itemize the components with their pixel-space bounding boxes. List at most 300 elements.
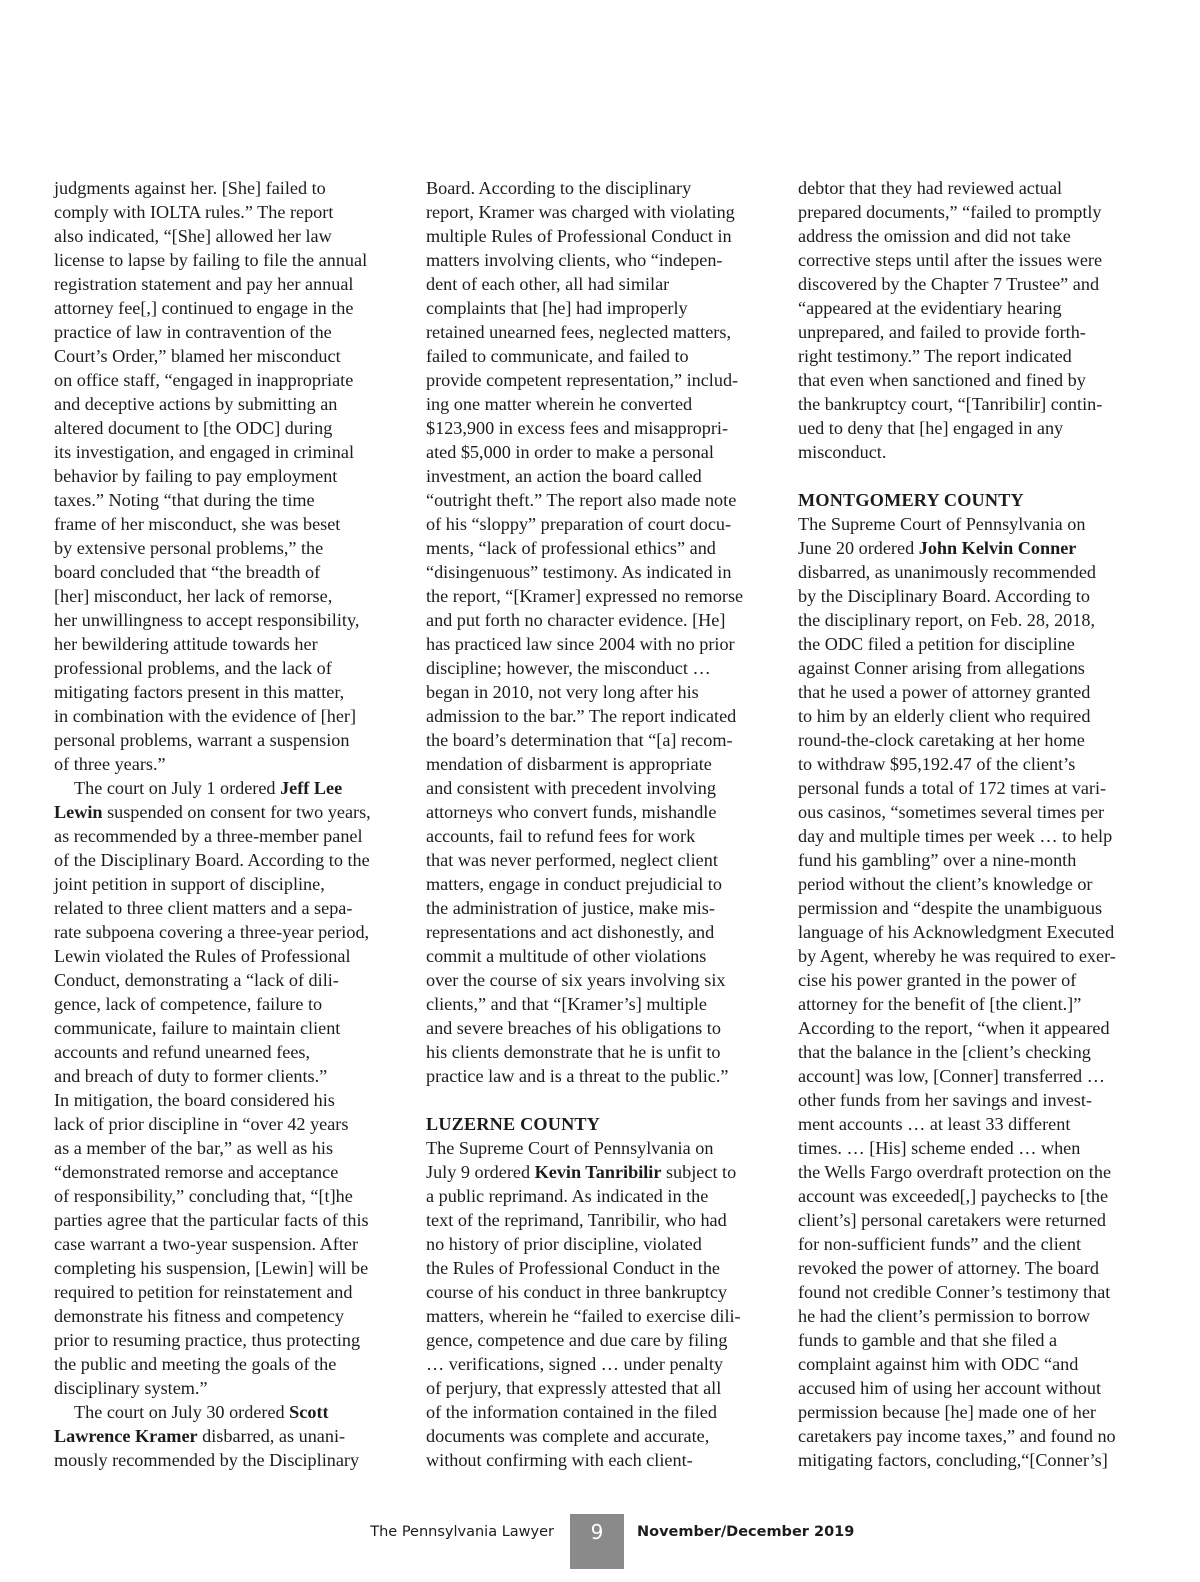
text-line [54,800,390,824]
text-run: day and multiple times per week … to help [798,826,1113,846]
text-line [54,1448,390,1472]
text-line [54,1112,390,1136]
text-run: accounts and refund unearned fees, [54,1042,311,1062]
text-run: cise his power granted in the power of [798,970,1077,990]
text-line [798,344,1136,368]
text-run: of the information contained in the filed [426,1402,717,1422]
text-line [54,272,390,296]
article-column-2 [426,176,764,1472]
text-line [54,1208,390,1232]
text-line [54,1376,390,1400]
text-line [54,920,390,944]
text-run: and consistent with precedent involving [426,778,716,798]
page-footer [0,1514,1200,1569]
text-line [798,368,1136,392]
text-run: The Supreme Court of Pennsylvania on [798,514,1086,534]
text-line [54,824,390,848]
text-line [798,1208,1136,1232]
text-line [426,608,764,632]
text-line [798,800,1136,824]
text-line [426,392,764,416]
text-line [798,752,1136,776]
text-run: ment accounts … at least 33 different [798,1114,1071,1134]
text-line [54,488,390,512]
text-run: The court on July 30 ordered [74,1402,290,1422]
text-run: matters involving clients, who “indepen- [426,250,723,270]
text-line [798,1328,1136,1352]
text-line [426,1016,764,1040]
text-line [54,1160,390,1184]
text-run: admission to the bar.” The report indicated [426,706,737,726]
text-line [798,1352,1136,1376]
text-line [798,560,1136,584]
text-line [426,728,764,752]
text-line [54,296,390,320]
text-line [426,1376,764,1400]
text-run: by Agent, whereby he was required to exer- [798,946,1116,966]
text-line [54,1280,390,1304]
text-run: rate subpoena covering a three-year period, [54,922,370,942]
text-run: on office staff, “engaged in inappropriate [54,370,354,390]
text-line [54,248,390,272]
text-run: fund his gambling” over a nine-month [798,850,1077,870]
text-run: completing his suspension, [Lewin] will be [54,1258,369,1278]
text-line [426,1280,764,1304]
text-run: matters, wherein he “failed to exercise dili- [426,1306,741,1326]
text-line [54,464,390,488]
text-run: mously recommended by the Disciplinary [54,1450,360,1470]
text-line [426,200,764,224]
text-run: by extensive personal problems,” the [54,538,324,558]
text-line [798,296,1136,320]
text-line [426,1160,764,1184]
text-run: report, Kramer was charged with violating [426,202,735,222]
text-line [54,1256,390,1280]
text-run: ments, “lack of professional ethics” and [426,538,716,558]
text-run: permission and “despite the unambiguous [798,898,1103,918]
text-run: According to the report, “when it appeared [798,1018,1110,1038]
article-column-1 [54,176,390,1472]
text-run: that was never performed, neglect client [426,850,718,870]
text-line [798,320,1136,344]
text-line [426,488,764,512]
text-run: personal funds a total of 172 times at vari- [798,778,1107,798]
bold-name: Lawrence Kramer [54,1426,198,1446]
text-line [54,1424,390,1448]
text-line [426,1136,764,1160]
text-line [798,1256,1136,1280]
text-run: revoked the power of attorney. The board [798,1258,1099,1278]
text-run: permission because [he] made one of her [798,1402,1096,1422]
text-run: gence, lack of competence, failure to [54,994,323,1014]
text-run: complaints that [he] had improperly [426,298,688,318]
text-run: July 9 ordered [426,1162,535,1182]
text-run: as recommended by a three-member panel [54,826,363,846]
text-line [798,992,1136,1016]
text-line [54,368,390,392]
text-run: disbarred, as unanimously recommended [798,562,1096,582]
text-line [426,416,764,440]
text-run: frame of her misconduct, she was beset [54,514,341,534]
text-run: account] was low, [Conner] transferred … [798,1066,1105,1086]
text-run: subject to [661,1162,737,1182]
text-run: suspended on consent for two years, [102,802,371,822]
text-run: documents was complete and accurate, [426,1426,710,1446]
text-line [54,200,390,224]
text-run: times. … [His] scheme ended … when [798,1138,1081,1158]
text-run: no history of prior discipline, violated [426,1234,702,1254]
text-run: Conduct, demonstrating a “lack of dili- [54,970,339,990]
text-run: joint petition in support of discipline, [54,874,325,894]
text-run: caretakers pay income taxes,” and found no [798,1426,1116,1446]
text-run: the administration of justice, make mis- [426,898,715,918]
text-line [54,1328,390,1352]
text-run: debtor that they had reviewed actual [798,178,1063,198]
text-run: demonstrate his fitness and competency [54,1306,344,1326]
text-line [54,896,390,920]
text-line [54,392,390,416]
text-run: mendation of disbarment is appropriate [426,754,712,774]
text-line [54,344,390,368]
text-run: her unwillingness to accept responsibility, [54,610,360,630]
text-run: … verifications, signed … under penalty [426,1354,723,1374]
text-run: matters, engage in conduct prejudicial to [426,874,722,894]
text-line [798,1040,1136,1064]
text-run: communicate, failure to maintain client [54,1018,341,1038]
bold-name: Jeff Lee [280,778,343,798]
text-run: accounts, fail to refund fees for work [426,826,696,846]
text-line [54,608,390,632]
text-line [54,560,390,584]
text-line [426,1040,764,1064]
text-line [54,728,390,752]
text-run: The Supreme Court of Pennsylvania on [426,1138,714,1158]
text-line [798,1400,1136,1424]
text-run: to withdraw $95,192.47 of the client’s [798,754,1076,774]
text-run: practice law and is a threat to the public.” [426,1066,729,1086]
text-line [54,1232,390,1256]
text-line [798,944,1136,968]
text-line [426,1256,764,1280]
text-line [798,632,1136,656]
text-line [426,896,764,920]
text-run: “appeared at the evidentiary hearing [798,298,1062,318]
text-run: failed to communicate, and failed to [426,346,689,366]
text-line [798,1064,1136,1088]
text-line [426,536,764,560]
text-run: ued to deny that [he] engaged in any [798,418,1064,438]
text-run: over the course of six years involving six [426,970,726,990]
text-line [798,1304,1136,1328]
text-line [426,992,764,1016]
text-run: related to three client matters and a sepa- [54,898,353,918]
text-line [54,1088,390,1112]
text-run: corrective steps until after the issues were [798,250,1103,270]
text-line [798,1232,1136,1256]
text-line [798,176,1136,200]
text-line [426,968,764,992]
text-run: ing one matter wherein he converted [426,394,693,414]
text-line [426,704,764,728]
bold-name: John Kelvin Conner [918,538,1077,558]
text-line [798,1184,1136,1208]
text-run: ated $5,000 in order to make a personal [426,442,714,462]
text-run: license to lapse by failing to file the annual [54,250,368,270]
text-line [798,1088,1136,1112]
text-run: discovered by the Chapter 7 Trustee” and [798,274,1100,294]
issue-date: November/December 2019 [637,1524,855,1540]
bold-name: Scott [289,1402,329,1422]
text-run: her bewildering attitude towards her [54,634,318,654]
text-line [798,968,1136,992]
text-line [798,224,1136,248]
text-run: the Wells Fargo overdraft protection on the [798,1162,1112,1182]
text-run: registration statement and pay her annual [54,274,354,294]
text-run: and deceptive actions by submitting an [54,394,338,414]
text-line [426,632,764,656]
text-line [54,944,390,968]
text-line [426,296,764,320]
text-run: the Rules of Professional Conduct in the [426,1258,720,1278]
paragraph-spacer [798,464,1136,488]
text-run: misconduct. [798,442,887,462]
publication-title: The Pennsylvania Lawyer [370,1524,554,1540]
text-line [798,872,1136,896]
text-line [426,464,764,488]
text-line [798,272,1136,296]
text-run: parties agree that the particular facts of this [54,1210,369,1230]
text-run: mitigating factors present in this matter, [54,682,345,702]
text-line [54,440,390,464]
text-line [426,1448,764,1472]
text-line [798,584,1136,608]
text-run: and breach of duty to former clients.” [54,1066,328,1086]
bold-name: Kevin Tanribilir [534,1162,662,1182]
text-run: the public and meeting the goals of the [54,1354,337,1374]
text-run: without confirming with each client- [426,1450,693,1470]
text-run: course of his conduct in three bankruptcy [426,1282,728,1302]
text-line [54,680,390,704]
text-run: “disingenuous” testimony. As indicated in [426,562,732,582]
text-run: attorney fee[,] continued to engage in the [54,298,354,318]
text-line [426,1328,764,1352]
text-line [54,1040,390,1064]
text-run: personal problems, warrant a suspension [54,730,350,750]
text-line [54,968,390,992]
text-line [798,1160,1136,1184]
text-run: account was exceeded[,] paychecks to [the [798,1186,1109,1206]
text-line [426,584,764,608]
text-run: commit a multitude of other violations [426,946,707,966]
text-run: practice of law in contravention of the [54,322,332,342]
text-run: lack of prior discipline in “over 42 years [54,1114,349,1134]
text-line [798,848,1136,872]
text-run: period without the client’s knowledge or [798,874,1093,894]
text-run: unprepared, and failed to provide forth- [798,322,1086,342]
text-line [54,320,390,344]
text-run: its investigation, and engaged in criminal [54,442,355,462]
text-run: language of his Acknowledgment Executed [798,922,1115,942]
text-line [54,1400,390,1424]
text-line [426,824,764,848]
text-run: in combination with the evidence of [her] [54,706,357,726]
text-run: Court’s Order,” blamed her misconduct [54,346,341,366]
text-run: that he used a power of attorney granted [798,682,1091,702]
text-run: that the balance in the [client’s checking [798,1042,1091,1062]
text-line [426,800,764,824]
text-line [798,1136,1136,1160]
article-column-3 [798,176,1136,1472]
text-run: for non-sufficient funds” and the client [798,1234,1081,1254]
text-line [426,512,764,536]
text-line [54,224,390,248]
text-run: judgments against her. [She] failed to [54,178,326,198]
text-line [426,872,764,896]
text-run: mitigating factors, concluding,“[Conner’s] [798,1450,1108,1470]
bold-name: Lewin [54,802,103,822]
text-line [54,848,390,872]
paragraph-spacer [426,1088,764,1112]
text-line [426,776,764,800]
text-line [54,536,390,560]
text-line [426,1232,764,1256]
text-run: the disciplinary report, on Feb. 28, 2018, [798,610,1096,630]
text-run: board concluded that “the breadth of [54,562,321,582]
text-line [426,920,764,944]
text-line [426,344,764,368]
text-line [426,680,764,704]
text-line [426,272,764,296]
text-run: required to petition for reinstatement and [54,1282,353,1302]
text-line [426,1424,764,1448]
text-run: of three years.” [54,754,166,774]
text-line [798,680,1136,704]
text-line [426,1208,764,1232]
text-line [426,1184,764,1208]
text-line [54,1016,390,1040]
text-line [54,704,390,728]
text-line [54,1304,390,1328]
text-line [798,512,1136,536]
text-run: ous casinos, “sometimes several times per [798,802,1105,822]
text-run: “demonstrated remorse and acceptance [54,1162,339,1182]
text-line [798,656,1136,680]
text-run: attorneys who convert funds, mishandle [426,802,717,822]
text-run: the board’s determination that “[a] recom- [426,730,733,750]
text-run: [her] misconduct, her lack of remorse, [54,586,333,606]
text-run: funds to gamble and that she filed a [798,1330,1058,1350]
text-line [54,1184,390,1208]
text-line [798,1280,1136,1304]
text-run: altered document to [the ODC] during [54,418,333,438]
text-run: June 20 ordered [798,538,919,558]
text-run: prior to resuming practice, thus protecting [54,1330,361,1350]
text-run: multiple Rules of Professional Conduct in [426,226,732,246]
text-run: began in 2010, not very long after his [426,682,699,702]
text-run: of responsibility,” concluding that, “[t]he [54,1186,353,1206]
text-run: the ODC filed a petition for discipline [798,634,1075,654]
text-line [54,1064,390,1088]
text-line [54,512,390,536]
text-run: text of the reprimand, Tanribilir, who had [426,1210,727,1230]
text-line [54,1136,390,1160]
text-run: the report, “[Kramer] expressed no remorse [426,586,744,606]
text-run: comply with IOLTA rules.” The report [54,202,334,222]
text-run: case warrant a two-year suspension. After [54,1234,359,1254]
text-line [54,992,390,1016]
section-heading: MONTGOMERY COUNTY [798,490,1024,510]
text-run: provide competent representation,” includ- [426,370,739,390]
text-line [798,200,1136,224]
text-run: right testimony.” The report indicated [798,346,1072,366]
text-run: to him by an elderly client who required [798,706,1091,726]
text-line [54,656,390,680]
text-line [54,584,390,608]
text-run: clients,” and that “[Kramer’s] multiple [426,994,707,1014]
text-run: address the omission and did not take [798,226,1071,246]
text-line [798,608,1136,632]
text-run: dent of each other, all had similar [426,274,670,294]
text-line [54,776,390,800]
text-run: his clients demonstrate that he is unfit to [426,1042,721,1062]
text-line [54,416,390,440]
text-line [798,1376,1136,1400]
text-run: found not credible Conner’s testimony that [798,1282,1111,1302]
text-line [798,896,1136,920]
text-line [54,1352,390,1376]
text-line [798,248,1136,272]
text-line [426,224,764,248]
text-line [798,1448,1136,1472]
text-line [798,1016,1136,1040]
text-line [426,560,764,584]
text-line [426,320,764,344]
text-run: investment, an action the board called [426,466,702,486]
text-run: has practiced law since 2004 with no prior [426,634,735,654]
text-run: “outright theft.” The report also made note [426,490,737,510]
text-line [54,176,390,200]
text-run: complaint against him with ODC “and [798,1354,1079,1374]
text-run: of perjury, that expressly attested that all [426,1378,722,1398]
text-run: behavior by failing to pay employment [54,466,338,486]
text-line [426,1304,764,1328]
text-line [798,440,1136,464]
text-line [426,944,764,968]
text-run: $123,900 in excess fees and misappropri- [426,418,729,438]
text-run: representations and act dishonestly, and [426,922,715,942]
text-line [426,656,764,680]
text-line [54,872,390,896]
text-line [798,392,1136,416]
text-run: Board. According to the disciplinary [426,178,692,198]
text-line [426,752,764,776]
text-run: accused him of using her account without [798,1378,1102,1398]
text-run: he had the client’s permission to borrow [798,1306,1090,1326]
text-run: and severe breaches of his obligations to [426,1018,721,1038]
text-run: other funds from her savings and invest- [798,1090,1092,1110]
text-line [798,920,1136,944]
text-run: of the Disciplinary Board. According to the [54,850,370,870]
text-line [798,1112,1136,1136]
text-line [426,176,764,200]
text-run: In mitigation, the board considered his [54,1090,335,1110]
text-run: attorney for the benefit of [the client.]” [798,994,1082,1014]
text-line [798,704,1136,728]
text-run: that even when sanctioned and fined by [798,370,1086,390]
text-run: as a member of the bar,” as well as his [54,1138,334,1158]
text-line [426,1064,764,1088]
text-run: professional problems, and the lack of [54,658,332,678]
